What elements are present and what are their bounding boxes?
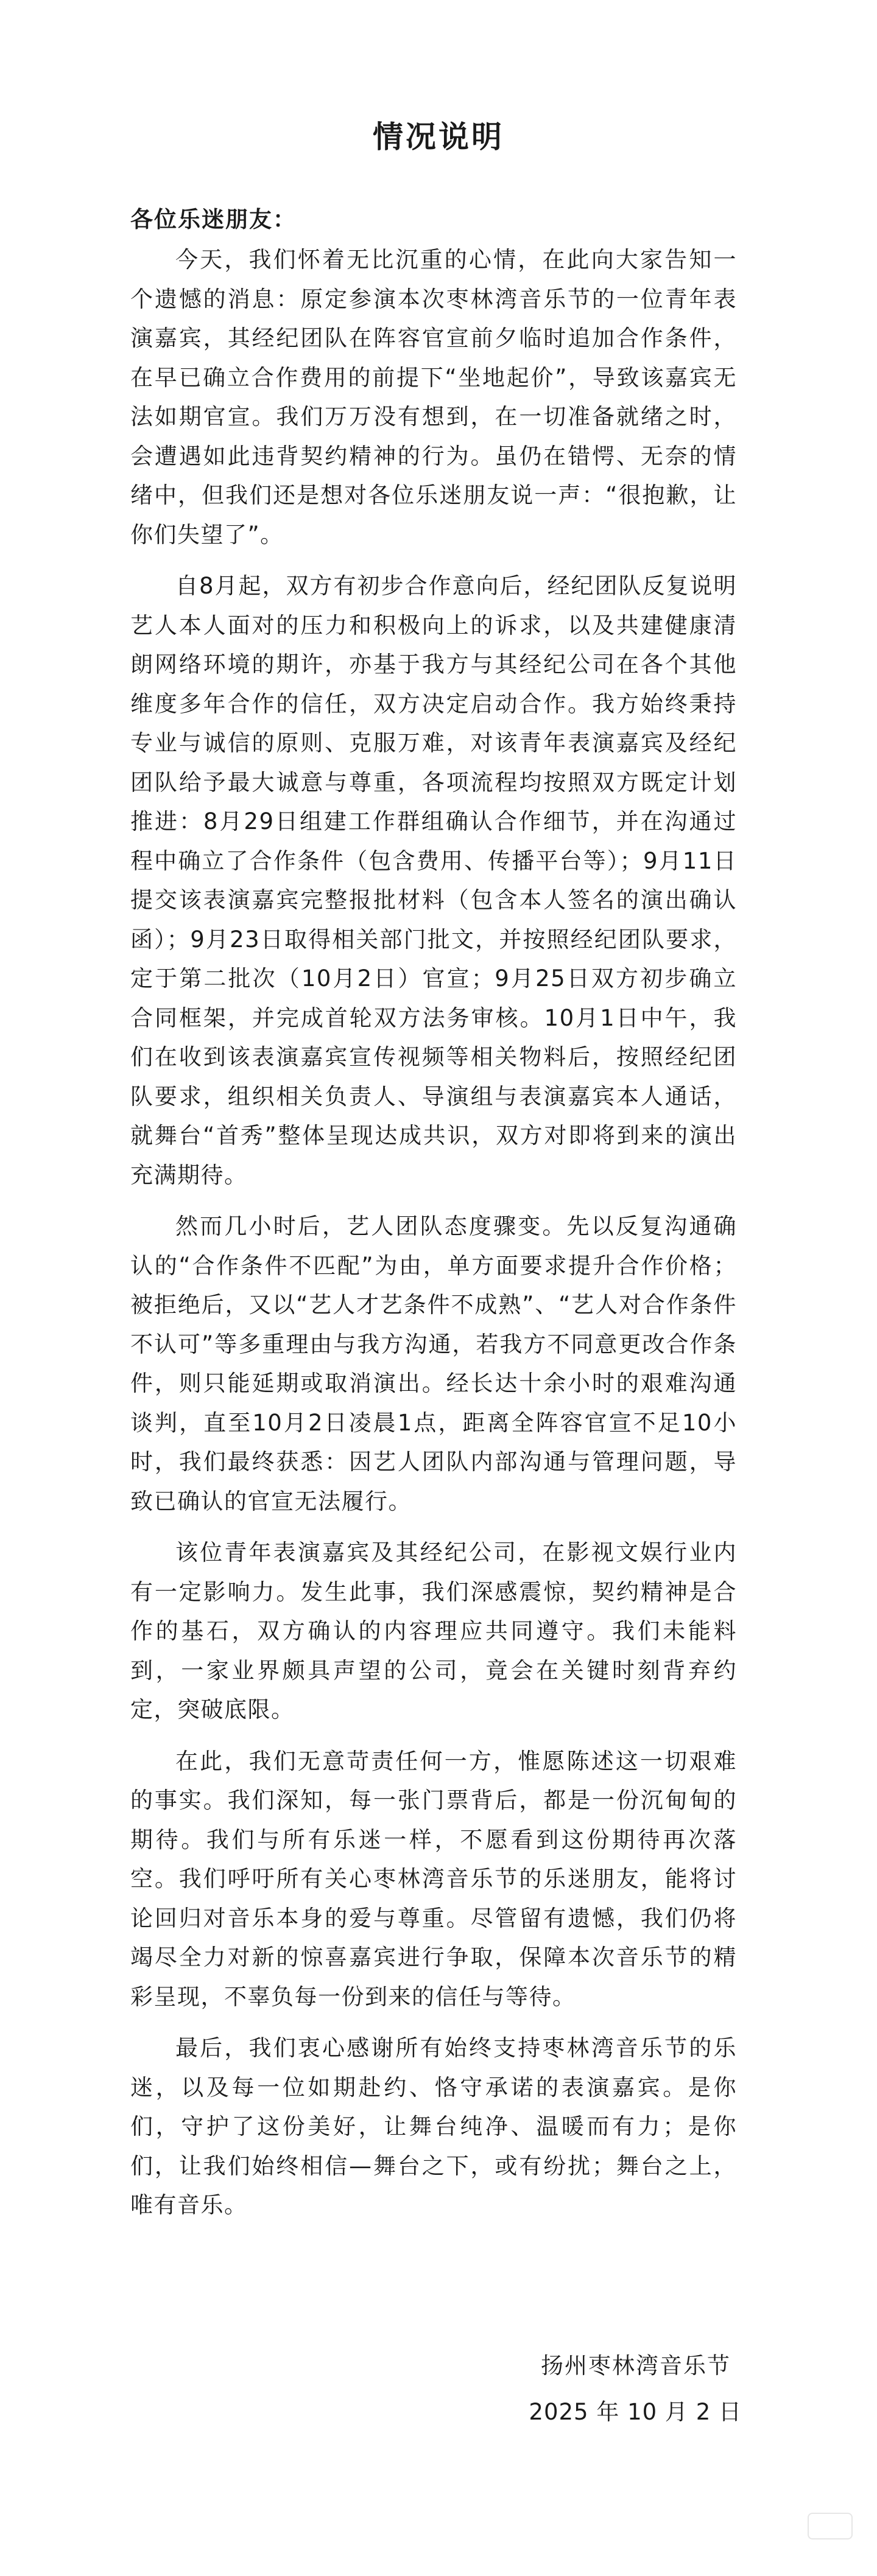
statement-body bbox=[130, 240, 737, 2238]
paragraph-appeal: 在此，我们无意苛责任何一方，惟愿陈述这一切艰难的事实。我们深知，每一张门票背后，都是一份沉甸甸的期待。我们与所有乐迷一样，不愿看到这份期待再次落空。我们呼吁所有关心枣林湾音乐节的乐迷朋友，能将讨论回归对音乐本身的爱与尊重。尽管留有遗憾，我们仍将竭尽全力对新的惊喜嘉宾进行争取，保障本次音乐节的精彩呈现，不辜负每一份到来的信任与等待。 bbox=[130, 1748, 737, 2010]
paragraph-timeline: 自8月起，双方有初步合作意向后，经纪团队反复说明艺人本人面对的压力和积极向上的诉求，以及共建健康清朗网络环境的期许，亦基于我方与其经纪公司在各个其他维度多年合作的信任，双方决定启动合作。我方始终秉持专业与诚信的原则、克服万难，对该青年表演嘉宾及经纪团队给予最大诚意与尊重，各项流程均按照双方既定计划推进：8月29日组建工作群组确认合作细节，并在沟通过程中确立了合作条件（包含费用、传播平台等）；9月11日提交该表演嘉宾完整报批材料（包含本人签名的演出确认函）；9月23日取得相关部门批文，并按照经纪团队要求，定于第二批次（10月2日）官宣；9月25日双方初步确立合同框架，并完成首轮双方法务审核。10月1日中午，我们在收到该表演嘉宾宣传视频等相关物料后，按照经纪团队要求，组织相关负责人、导演组与表演嘉宾本人通话，就舞台“首秀”整体呈现达成共识，双方对即将到来的演出充满期待。 bbox=[130, 573, 737, 1188]
paragraph-dispute: 然而几小时后，艺人团队态度骤变。先以反复沟通确认的“合作条件不匹配”为由，单方面要求提升合作价格；被拒绝后，又以“艺人才艺条件不成熟”、“艺人对合作条件不认可”等多重理由与我方沟通，若我方不同意更改合作条件，则只能延期或取消演出。经长达十余小时的艰难沟通谈判，直至10月2日凌晨1点，距离全阵容官宣不足10小时，我们最终获悉：因艺人团队内部沟通与管理问题，导致已确认的官宣无法履行。 bbox=[130, 1213, 737, 1514]
paragraph-announcement: 今天，我们怀着无比沉重的心情，在此向大家告知一个遗憾的消息：原定参演本次枣林湾音乐节的一位青年表演嘉宾，其经纪团队在阵容官宣前夕临时追加合作条件，在早已确立合作费用的前提下“坐地起价”，导致该嘉宾无法如期官宣。我们万万没有想到，在一切准备就绪之时，会遭遇如此违背契约精神的行为。虽仍在错愕、无奈的情绪中，但我们还是想对各位乐迷朋友说一声：“很抱歉，让你们失望了”。 bbox=[130, 247, 737, 548]
salutation: 各位乐迷朋友： bbox=[130, 206, 297, 233]
signature-organization: 扬州枣林湾音乐节 bbox=[541, 2353, 731, 2379]
page-title: 情况说明 bbox=[373, 119, 504, 155]
paragraph-reaction: 该位青年表演嘉宾及其经纪公司，在影视文娱行业内有一定影响力。发生此事，我们深感震惊，契约精神是合作的基石，双方确认的内容理应共同遵守。我们未能料到，一家业界颇具声望的公司，竟会在关键时刻背弃约定，突破底限。 bbox=[130, 1539, 737, 1723]
signature-date: 2025 年 10 月 2 日 bbox=[529, 2399, 742, 2425]
signature-block bbox=[529, 2347, 742, 2432]
watermark-logo bbox=[808, 2513, 853, 2539]
paragraph-thanks: 最后，我们衷心感谢所有始终支持枣林湾音乐节的乐迷，以及每一位如期赴约、恪守承诺的表演嘉宾。是你们，守护了这份美好，让舞台纯净、温暖而有力；是你们，让我们始终相信—舞台之下，或有纷扰；舞台之上，唯有音乐。 bbox=[130, 2035, 737, 2218]
